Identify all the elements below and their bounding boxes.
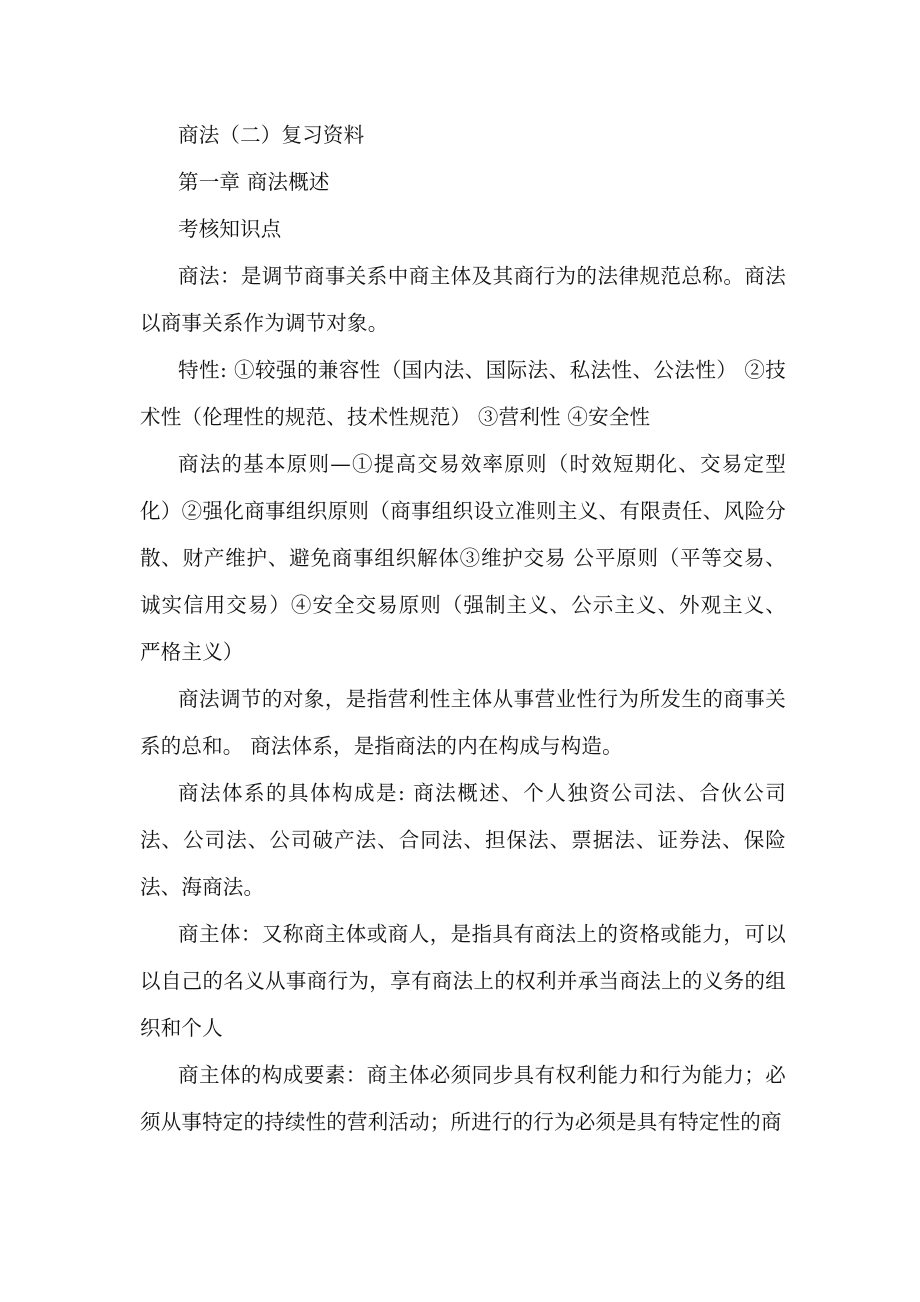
- paragraph-object-system: 商法调节的对象，是指营利性主体从事营业性行为所发生的商事关系的总和。 商法体系，是指商法的内在构成与构造。: [140, 687, 786, 758]
- paragraph-characteristics: 特性: ①较强的兼容性（国内法、国际法、私法性、公法性） ②技术性（伦理性的规范、技术性规范） ③营利性 ④安全性: [140, 358, 786, 429]
- paragraph-subject-elements: 商主体的构成要素：商主体必须同步具有权利能力和行为能力；必须从事特定的持续性的营利活动；所进行的行为必须是具有特定性的商: [140, 1063, 786, 1134]
- document-page: [140, 112, 786, 1146]
- section-heading: 考核知识点: [178, 217, 282, 241]
- paragraph-principles: 商法的基本原则—①提高交易效率原则（时效短期化、交易定型化）②强化商事组织原则（商事组织设立准则主义、有限责任、风险分散、财产维护、避免商事组织解体③维护交易 公平原则（平等交易、诚实信用交易）④安全交易原则（强制主义、公示主义、外观主义、 严格主义）: [140, 452, 786, 664]
- document-title: 商法（二）复习资料: [178, 123, 365, 147]
- paragraph-commercial-subject: 商主体：又称商主体或商人，是指具有商法上的资格或能力，可以以自己的名义从事商行为，享有商法上的权利并承当商法上的义务的组织和个人: [140, 922, 786, 1040]
- paragraph-definition: 商法：是调节商事关系中商主体及其商行为的法律规范总称。商法以商事关系作为调节对象。: [140, 264, 786, 335]
- paragraph-system-composition: 商法体系的具体构成是: 商法概述、个人独资公司法、合伙公司法、公司法、公司破产法、合同法、担保法、票据法、证券法、保险法、海商法。: [140, 781, 786, 899]
- chapter-heading: 第一章 商法概述: [178, 170, 330, 194]
